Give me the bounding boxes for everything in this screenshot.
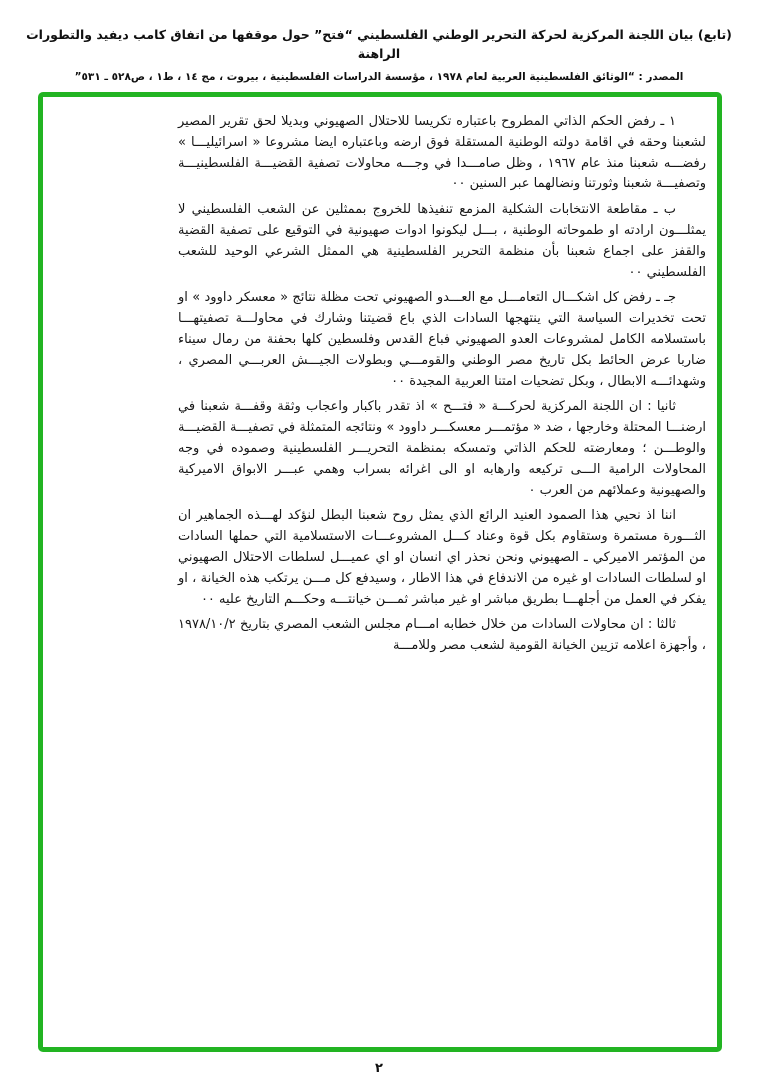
document-header xyxy=(20,26,738,84)
body-paragraph: ب ـ مقاطعة الانتخابات الشكلية المزمع تنفيذها للخروج بممثلين عن الشعب الفلسطيني لا يمثلـــون ارادته او طموحاته الوطنية ، بـــل ليكونوا ادوات صهيونية في التوقيع على تصفية القضية والقفز على اجماع شعبنا بأن منظمة التحرير الفلسطينية هي الممثل الشرعي الوحيد للشعب الفلسطيني ٠٠ xyxy=(178,202,706,280)
body-paragraph: جـ ـ رفض كل اشكـــال التعامـــل مع العـــدو الصهيوني تحت مظلة نتائج « معسكر داوود » او تحت تخديرات السياسة التي ينتهجها السادات الذي باع قضيتنا وشارك في محاولـــة تصفيتهـــا باستسلامه الكامل لمشروعات العدو الصهيوني فباع القدس وفلسطين كلها بحفنة من رمال سيناء ضاربا عرض الحائط بكل تاريخ مصر الوطني والقومـــي وبطولات الجيـــش العربـــي المصري ، وشهدائـــه الابطال ، وبكل تضحيات امتنا العربية المجيدة ٠٠ xyxy=(178,290,706,389)
body-paragraph: اننا اذ نحيي هذا الصمود العنيد الرائع الذي يمثل روح شعبنا البطل لنؤكد لهـــذه الجماهير ان الثـــورة مستمرة وستقاوم بكل قوة وعناد كـــل المشروعـــات الاستسلامية التي حملها السادات من المؤتمر الاميركي ـ الصهيوني ونحن نحذر اي انسان او اي عميـــل لسلطات الاحتلال الصهيوني او لسلطات السادات او غيره من الاندفاع في هذا الاطار ، وسيدفع كل مـــن يرتكب هذه الخيانة ، او يفكر في العمل من أجلهـــا بطريق مباشر او غير مباشر ثمـــن خيانتـــه وحكـــم التاريخ عليه ٠٠ xyxy=(178,508,706,607)
document-body xyxy=(178,112,706,662)
document-title: (تابع) بيان اللجنة المركزية لحركة التحرير الوطني الفلسطيني “فتح” حول موقفها من اتفاق كامب ديفيد والتطورات الراهنة xyxy=(26,27,732,61)
body-paragraph: ثالثا : ان محاولات السادات من خلال خطابه امـــام مجلس الشعب المصري بتاريخ ١٩٧٨/١٠/٢ ، وأجهزة اعلامه تزيين الخيانة القومية لشعب مصر وللامـــة xyxy=(178,617,706,654)
body-paragraph: ١ ـ رفض الحكم الذاتي المطروح باعتباره تكريسا للاحتلال الصهيوني وبديلا لحق تقرير المصير لشعبنا وحقه في اقامة دولته الوطنية المستقلة فوق ارضه وباعتباره ايضا مشروعا « اسرائيليـــا » رفضـــه شعبنا منذ عام ١٩٦٧ ، وظل صامـــدا في وجـــه محاولات تصفية القضيـــة الفلسطينيـــة وتصفيـــة شعبنا وثورتنا ونضالهما عبر السنين ٠٠ xyxy=(178,114,706,192)
body-paragraph: ثانيا : ان اللجنة المركزية لحركـــة « فتـــح » اذ تقدر باكبار واعجاب وثقة وقفـــة شعبنا في ارضنـــا المحتلة وخارجها ، ضد « مؤتمـــر معسكـــر داوود » ونتائجه المتمثلة في تصفيـــة القضيـــة والوطـــن ؛ ومعارضته للحكم الذاتي وتمسكه بمنظمة التحريـــر الفلسطينية وصموده في وجه المحاولات الرامية الـــى تركيعه وارهابه او الى اغرائه بسراب وهمي عبـــر الابواق الاميركية والصهيونية وعملائهم من العرب ٠ xyxy=(178,399,706,498)
document-source-line: المصدر : “الوثائق الفلسطينية العربية لعام ١٩٧٨ ، مؤسسة الدراسات الفلسطينية ، بيروت ، مج ١٤ ، ط١ ، ص٥٢٨ ـ ٥٣١” xyxy=(74,70,684,83)
page-number: ٢ xyxy=(375,1061,383,1076)
